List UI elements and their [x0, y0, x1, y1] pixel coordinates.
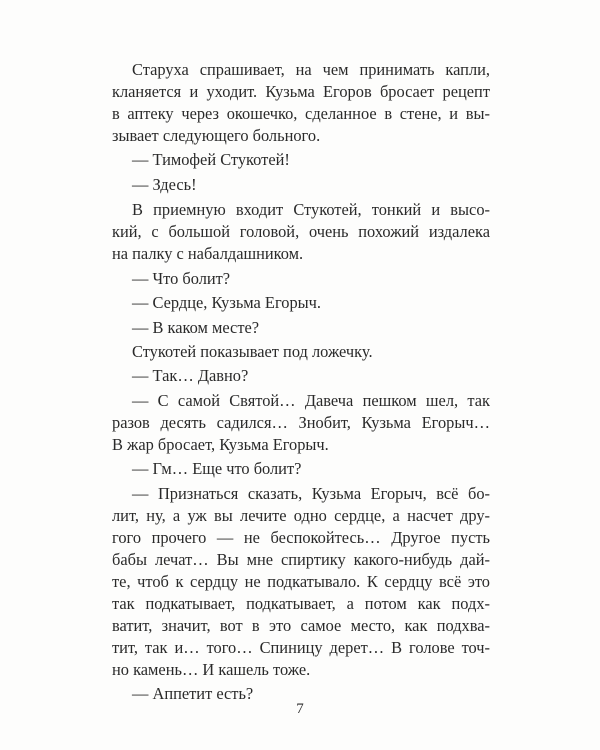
- text-line: бабы лечат… Вы мне спиртику какого-нибудь дай-: [112, 550, 490, 569]
- text-line: ватит, значит, вот в это самое место, как подхва-: [112, 616, 490, 635]
- text-line: В жар бросает, Кузьма Егорыч.: [112, 435, 329, 454]
- text-line: в аптеку через окошечко, сделанное в стене, и вы-: [112, 104, 490, 123]
- text-line: — Аппетит есть?: [132, 684, 254, 703]
- text-line: — Так… Давно?: [132, 366, 249, 385]
- text-line: Стукотей показывает под ложечку.: [132, 342, 373, 361]
- text-line: — Гм… Еще что болит?: [132, 459, 302, 478]
- text-line: так подкатывает, подкатывает, а потом как подх-: [112, 594, 490, 613]
- text-line: кий, с большой головой, очень похожий издалека: [112, 222, 490, 241]
- page-number: 7: [296, 701, 304, 717]
- text-line: — Признаться сказать, Кузьма Егорыч, всё бо-: [132, 484, 490, 503]
- text-line: В приемную входит Стукотей, тонкий и высо-: [132, 200, 490, 219]
- text-line: тит, так и… того… Спиницу дерет… В голове точ-: [112, 638, 490, 657]
- text-line: лит, ну, а уж вы лечите одно сердце, а насчет дру-: [112, 506, 490, 525]
- text-line: те, чтоб к сердцу не подкатывало. К сердцу всё это: [112, 572, 490, 591]
- text-line: Старуха спрашивает, на чем принимать капли,: [132, 60, 490, 79]
- text-line: зывает следующего больного.: [112, 126, 321, 145]
- text-line: — Что болит?: [132, 269, 231, 288]
- text-line: на палку с набалдашником.: [112, 244, 304, 263]
- text-line: гого прочего — не беспокойтесь… Другое пусть: [112, 528, 490, 547]
- text-line: — С самой Святой… Давеча пешком шел, так: [132, 391, 490, 410]
- text-line: — Здесь!: [132, 175, 197, 194]
- text-line: — В каком месте?: [132, 318, 260, 337]
- text-line: — Сердце, Кузьма Егорыч.: [132, 293, 322, 312]
- text-line: — Тимофей Стукотей!: [132, 150, 290, 169]
- text-line: кланяется и уходит. Кузьма Егоров бросает рецепт: [112, 82, 490, 101]
- text-line: но камень… И кашель тоже.: [112, 660, 311, 679]
- text-line: разов десять садился… Знобит, Кузьма Егорыч…: [112, 413, 490, 432]
